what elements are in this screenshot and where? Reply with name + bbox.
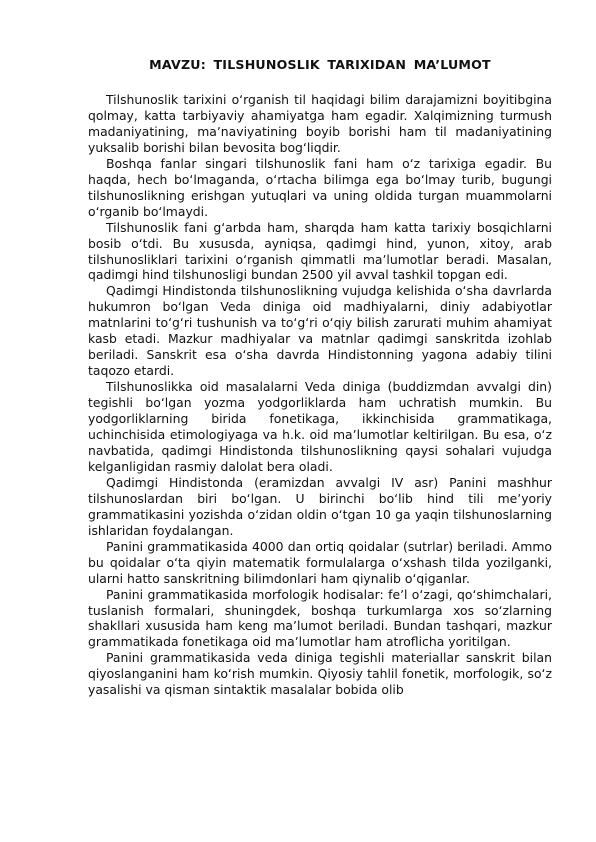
paragraph: Tilshunoslik fani gʻarbda ham, sharqda ham katta tarixiy bosqichlarni bosib oʻtdi. Bu xususda, ayniqsa, qadimgi hind, yunon, xitoy, arab tilshunosliklari tarixini oʻrganish qimmatli maʼlumotlar beradi. Masalan, qadimgi hind tilshunosligi bundan 2500 yil avval tashkil topgan edi. [88,219,552,283]
paragraph: Boshqa fanlar singari tilshunoslik fani ham oʻz tarixiga egadir. Bu haqda, hech boʻlmaganda, oʻrtacha bilimga ega boʻlmay turib, bugungi tilshunoslikning erishgan yutuqlari va uning oldida turgan muammolarni oʻrganib boʻlmaydi. [88,155,552,219]
document-body [88,92,552,698]
paragraph: Qadimgi Hindistonda (eramizdan avvalgi IV asr) Panini mashhur tilshunoslardan biri boʻlgan. U birinchi boʻlib hind tili meʼyoriy grammatikasini yozishda oʻzidan oldin oʻtgan 10 ga yaqin tilshunoslarning ishlaridan foydalangan. [88,474,552,538]
paragraph: Qadimgi Hindistonda tilshunoslikning vujudga kelishida oʻsha davrlarda hukumron boʻlgan Veda diniga oid madhiyalarni, diniy adabiyotlar matnlarini toʻgʻri tushunish va toʻgʻri oʻqiy bilish zarurati muhim ahamiyat kasb etadi. Mazkur madhiyalar va matnlar qadimgi sanskritda izohlab beriladi. Sanskrit esa oʻsha davrda Hindistonning yagona adabiy tilini taqozo etardi. [88,283,552,379]
paragraph: Panini grammatikasida 4000 dan ortiq qoidalar (sutrlar) beriladi. Ammo bu qoidalar oʻta qiyin matematik formulalarga oʻxshash tilda yozilganki, ularni hatto sanskritning bilimdonlari ham qiynalib oʻqiganlar. [88,538,552,586]
paragraph: Tilshunoslikka oid masalalarni Veda diniga (buddizmdan avvalgi din) tegishli boʻlgan yozma yodgorliklarda ham uchratish mumkin. Bu yodgorliklarning birida fonetikaga, ikkinchisida grammatikaga, uchinchisida etimologiyaga va h.k. oid maʼlumotlar keltirilgan. Bu esa, oʻz navbatida, qadimgi Hindistonda tilshunoslikning qaysi sohalari vujudga kelganligidan rasmiy dalolat bera oladi. [88,379,552,474]
paragraph: Tilshunoslik tarixini oʻrganish til haqidagi bilim darajamizni boyitibgina qolmay, katta tarbiyaviy ahamiyatga ham egadir. Xalqimizning turmush madaniyatining, maʼnaviyatining boyib borishi ham til madaniyatining yuksalib borishi bilan bevosita bogʻliqdir. [88,92,552,155]
page-title: MAVZU: TILSHUNOSLIK TARIXIDAN MA’LUMOT [149,57,491,72]
paragraph: Panini grammatikasida veda diniga tegishli materiallar sanskrit bilan qiyoslanganini ham koʻrish mumkin. Qiyosiy tahlil fonetik, morfologik, soʻz yasalishi va qisman sintaktik masalalar bobida olib [88,650,552,698]
paragraph: Panini grammatikasida morfologik hodisalar: feʼl oʻzagi, qoʻshimchalari, tuslanish formalari, shuningdek, boshqa turkumlarga xos soʻzlarning shakllari xususida ham keng maʼlumot beriladi. Bundan tashqari, mazkur grammatikada fonetikaga oid maʼlumotlar ham atroflicha yoritilgan. [88,586,552,650]
